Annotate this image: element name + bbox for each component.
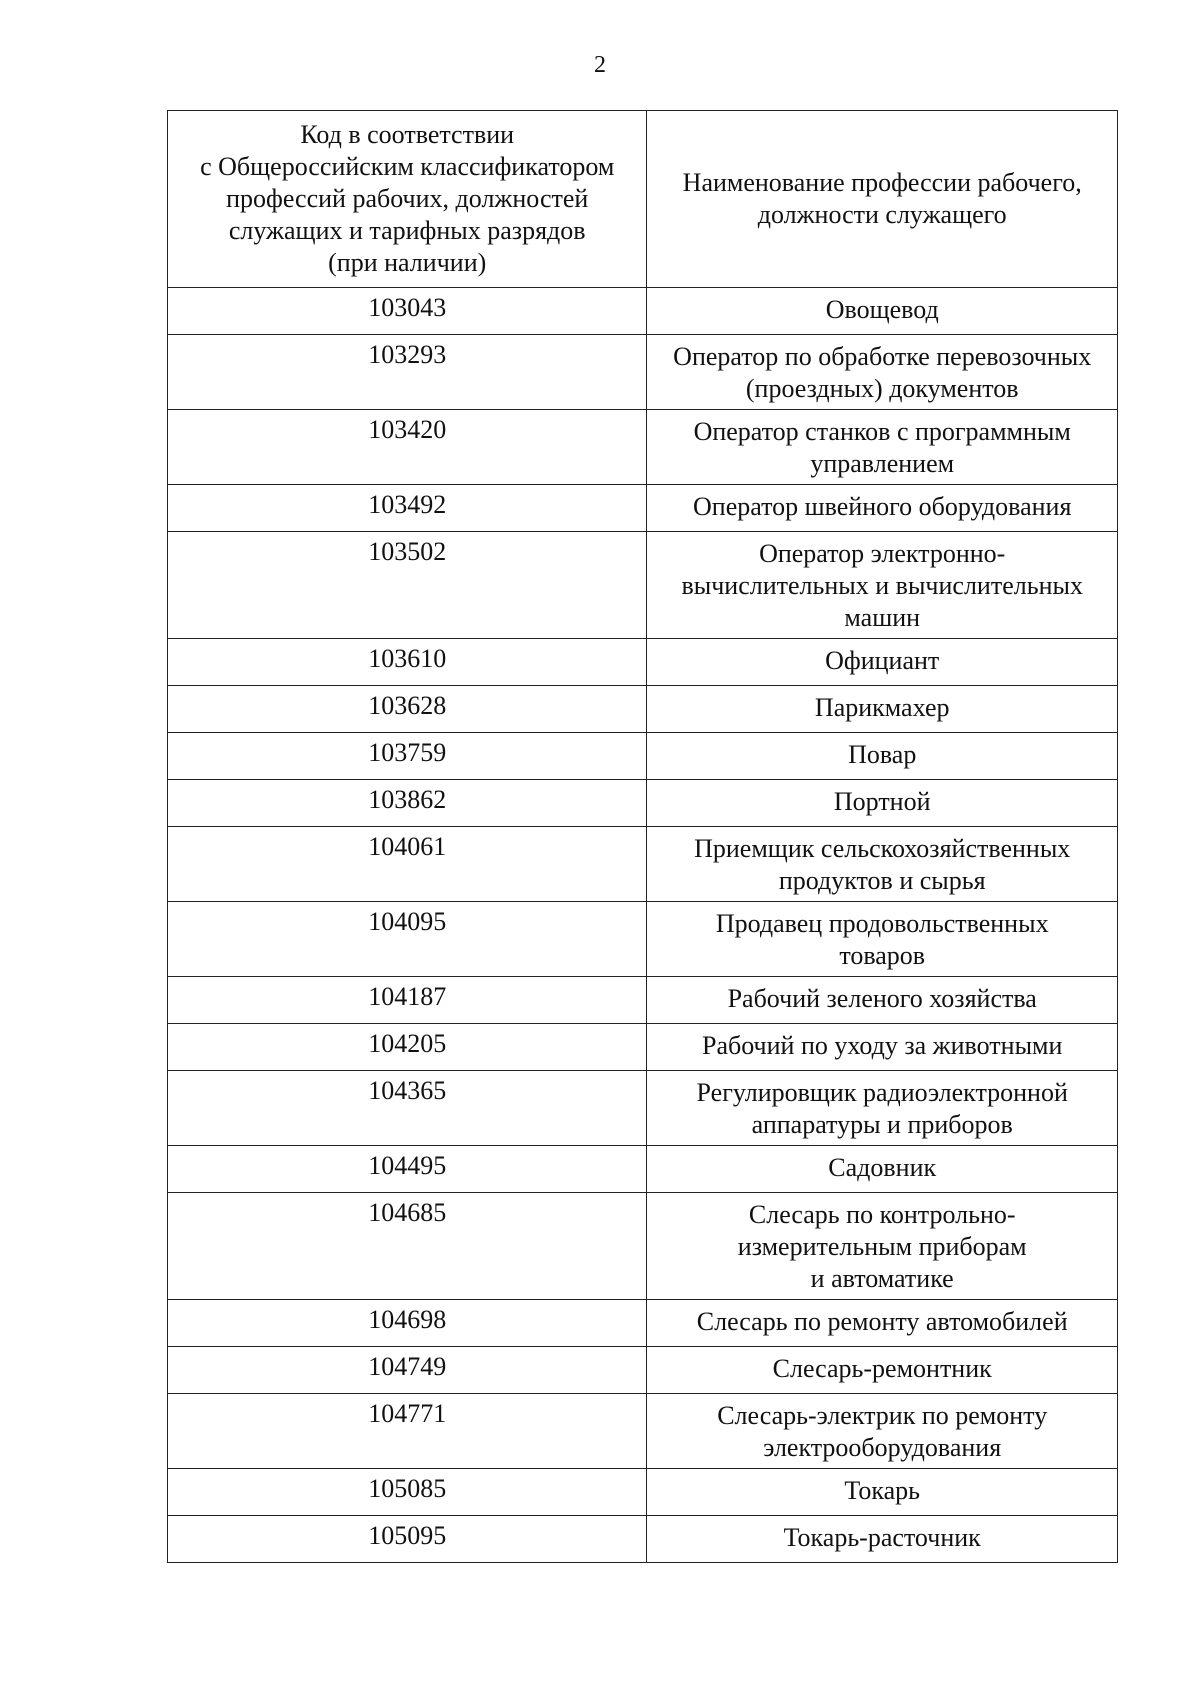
table-row (168, 686, 1118, 733)
table-row (168, 485, 1118, 532)
profession-name-cell: Официант (647, 639, 1118, 686)
profession-name-cell: Регулировщик радиоэлектронной аппаратуры и приборов (647, 1071, 1118, 1146)
table-header-row (168, 111, 1118, 288)
profession-code-cell: 103862 (168, 780, 647, 827)
table-row (168, 1193, 1118, 1300)
profession-code-cell: 104698 (168, 1300, 647, 1347)
header-code: Код в соответствии с Общероссийским классификатором профессий рабочих, должностей служащих и тарифных разрядов (при наличии) (168, 111, 647, 288)
profession-name-cell: Приемщик сельскохозяйственных продуктов и сырья (647, 827, 1118, 902)
profession-code-cell: 105095 (168, 1516, 647, 1563)
table-row (168, 639, 1118, 686)
table-row (168, 1516, 1118, 1563)
profession-name-cell: Слесарь-ремонтник (647, 1347, 1118, 1394)
profession-code-cell: 103610 (168, 639, 647, 686)
profession-name-cell: Оператор электронно- вычислительных и вычислительных машин (647, 532, 1118, 639)
profession-name-cell: Овощевод (647, 288, 1118, 335)
table-row (168, 780, 1118, 827)
profession-code-cell: 103628 (168, 686, 647, 733)
profession-code-cell: 104095 (168, 902, 647, 977)
table-row (168, 1469, 1118, 1516)
profession-name-cell: Рабочий зеленого хозяйства (647, 977, 1118, 1024)
profession-name-cell: Слесарь по ремонту автомобилей (647, 1300, 1118, 1347)
table-row (168, 977, 1118, 1024)
profession-name-cell: Портной (647, 780, 1118, 827)
table-row (168, 532, 1118, 639)
table-row (168, 1146, 1118, 1193)
profession-code-cell: 103502 (168, 532, 647, 639)
profession-code-cell: 104205 (168, 1024, 647, 1071)
profession-code-cell: 103492 (168, 485, 647, 532)
profession-name-cell: Оператор по обработке перевозочных (проездных) документов (647, 335, 1118, 410)
profession-code-cell: 103420 (168, 410, 647, 485)
profession-name-cell: Токарь (647, 1469, 1118, 1516)
profession-name-cell: Повар (647, 733, 1118, 780)
profession-name-cell: Токарь-расточник (647, 1516, 1118, 1563)
table-row (168, 410, 1118, 485)
profession-code-cell: 105085 (168, 1469, 647, 1516)
table-row (168, 1300, 1118, 1347)
professions-table (167, 110, 1118, 1563)
profession-code-cell: 104365 (168, 1071, 647, 1146)
profession-code-cell: 104749 (168, 1347, 647, 1394)
profession-code-cell: 104685 (168, 1193, 647, 1300)
table-row (168, 1024, 1118, 1071)
header-name: Наименование профессии рабочего, должности служащего (647, 111, 1118, 288)
table-body (168, 288, 1118, 1563)
profession-name-cell: Садовник (647, 1146, 1118, 1193)
table-row (168, 288, 1118, 335)
profession-name-cell: Парикмахер (647, 686, 1118, 733)
page-number: 2 (594, 52, 606, 78)
profession-name-cell: Оператор швейного оборудования (647, 485, 1118, 532)
profession-code-cell: 104771 (168, 1394, 647, 1469)
profession-code-cell: 104187 (168, 977, 647, 1024)
profession-name-cell: Слесарь-электрик по ремонту электрооборудования (647, 1394, 1118, 1469)
table-row (168, 902, 1118, 977)
profession-name-cell: Рабочий по уходу за животными (647, 1024, 1118, 1071)
profession-code-cell: 103759 (168, 733, 647, 780)
profession-name-cell: Оператор станков с программным управлением (647, 410, 1118, 485)
table-row (168, 1071, 1118, 1146)
profession-name-cell: Продавец продовольственных товаров (647, 902, 1118, 977)
profession-name-cell: Слесарь по контрольно- измерительным приборам и автоматике (647, 1193, 1118, 1300)
table-row (168, 827, 1118, 902)
table-row (168, 733, 1118, 780)
table-row (168, 1347, 1118, 1394)
profession-code-cell: 104495 (168, 1146, 647, 1193)
table-row (168, 335, 1118, 410)
profession-code-cell: 103293 (168, 335, 647, 410)
table-row (168, 1394, 1118, 1469)
profession-code-cell: 104061 (168, 827, 647, 902)
profession-code-cell: 103043 (168, 288, 647, 335)
